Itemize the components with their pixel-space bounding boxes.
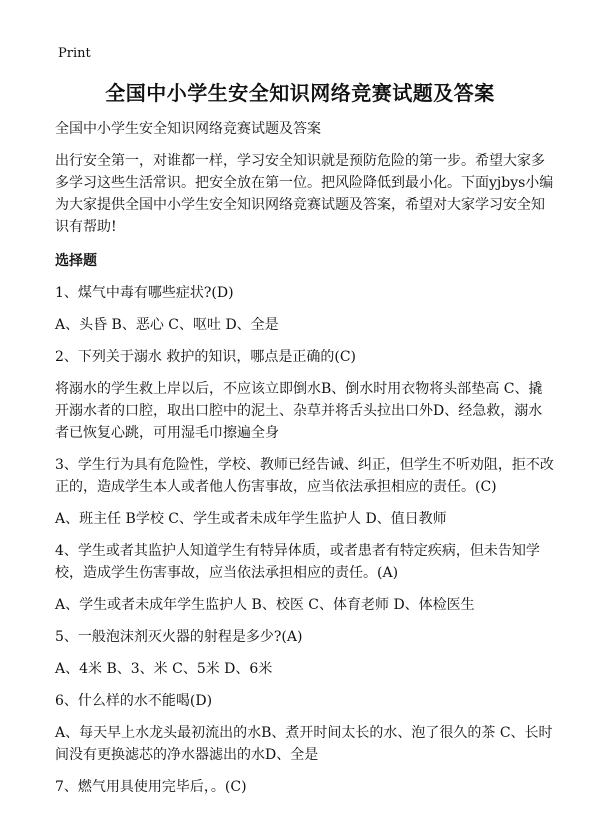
- question-text: 2、下列关于溺水 救护的知识，哪点是正确的(C): [55, 349, 356, 365]
- question-options: A、每天早上水龙头最初流出的水B、煮开时间太长的水、泡了很久的茶 C、长时间没有更换滤芯的净水器滤出的水D、全是: [55, 725, 553, 763]
- document-content: [55, 118, 555, 808]
- section-heading: 选择题: [55, 253, 97, 269]
- question-options: A、4米 B、3、米 C、5米 D、6米: [55, 661, 273, 677]
- question-text: 1、煤气中毒有哪些症状?(D): [55, 285, 234, 301]
- question-text: 5、一般泡沫剂灭火器的射程是多少?(A): [55, 629, 303, 645]
- print-label: Print: [58, 46, 91, 61]
- question-options: 将溺水的学生救上岸以后，不应该立即倒水B、倒水时用衣物将头部垫高 C、撬开溺水者的口腔，取出口腔中的泥土、杂草并将舌头拉出口外D、经急救，溺水者已恢复心跳，可用湿毛巾擦遍全身: [55, 381, 543, 441]
- question-options: A、学生或者未成年学生监护人 B、校医 C、体育老师 D、体检医生: [55, 597, 475, 613]
- document-subtitle: 全国中小学生安全知识网络竞赛试题及答案: [55, 121, 321, 137]
- question-text: 3、学生行为具有危险性，学校、教师已经告诫、纠正，但学生不听劝阻，拒不改正的，造成学生本人或者他人伤害事故，应当依法承担相应的责任。(C): [55, 457, 554, 495]
- question-options: A、班主任 B学校 C、学生或者未成年学生监护人 D、值日教师: [55, 511, 447, 527]
- intro-paragraph: 出行安全第一，对谁都一样，学习安全知识就是预防危险的第一步。希望大家多多学习这些生活常识。把安全放在第一位。把风险降低到最小化。下面yjbys小编为大家提供全国中小学生安全知识网络竞赛试题及答案，希望对大家学习安全知识有帮助!: [55, 153, 554, 235]
- question-text: 6、什么样的水不能喝(D): [55, 693, 213, 709]
- question-options: A、头昏 B、恶心 C、呕吐 D、全是: [55, 317, 279, 333]
- question-text: 7、燃气用具使用完毕后，。(C): [55, 779, 247, 795]
- question-text: 4、学生或者其监护人知道学生有特异体质，或者患者有特定疾病，但未告知学校，造成学生伤害事故，应当依法承担相应的责任。(A): [55, 543, 540, 581]
- document-title: 全国中小学生安全知识网络竞赛试题及答案: [105, 81, 495, 105]
